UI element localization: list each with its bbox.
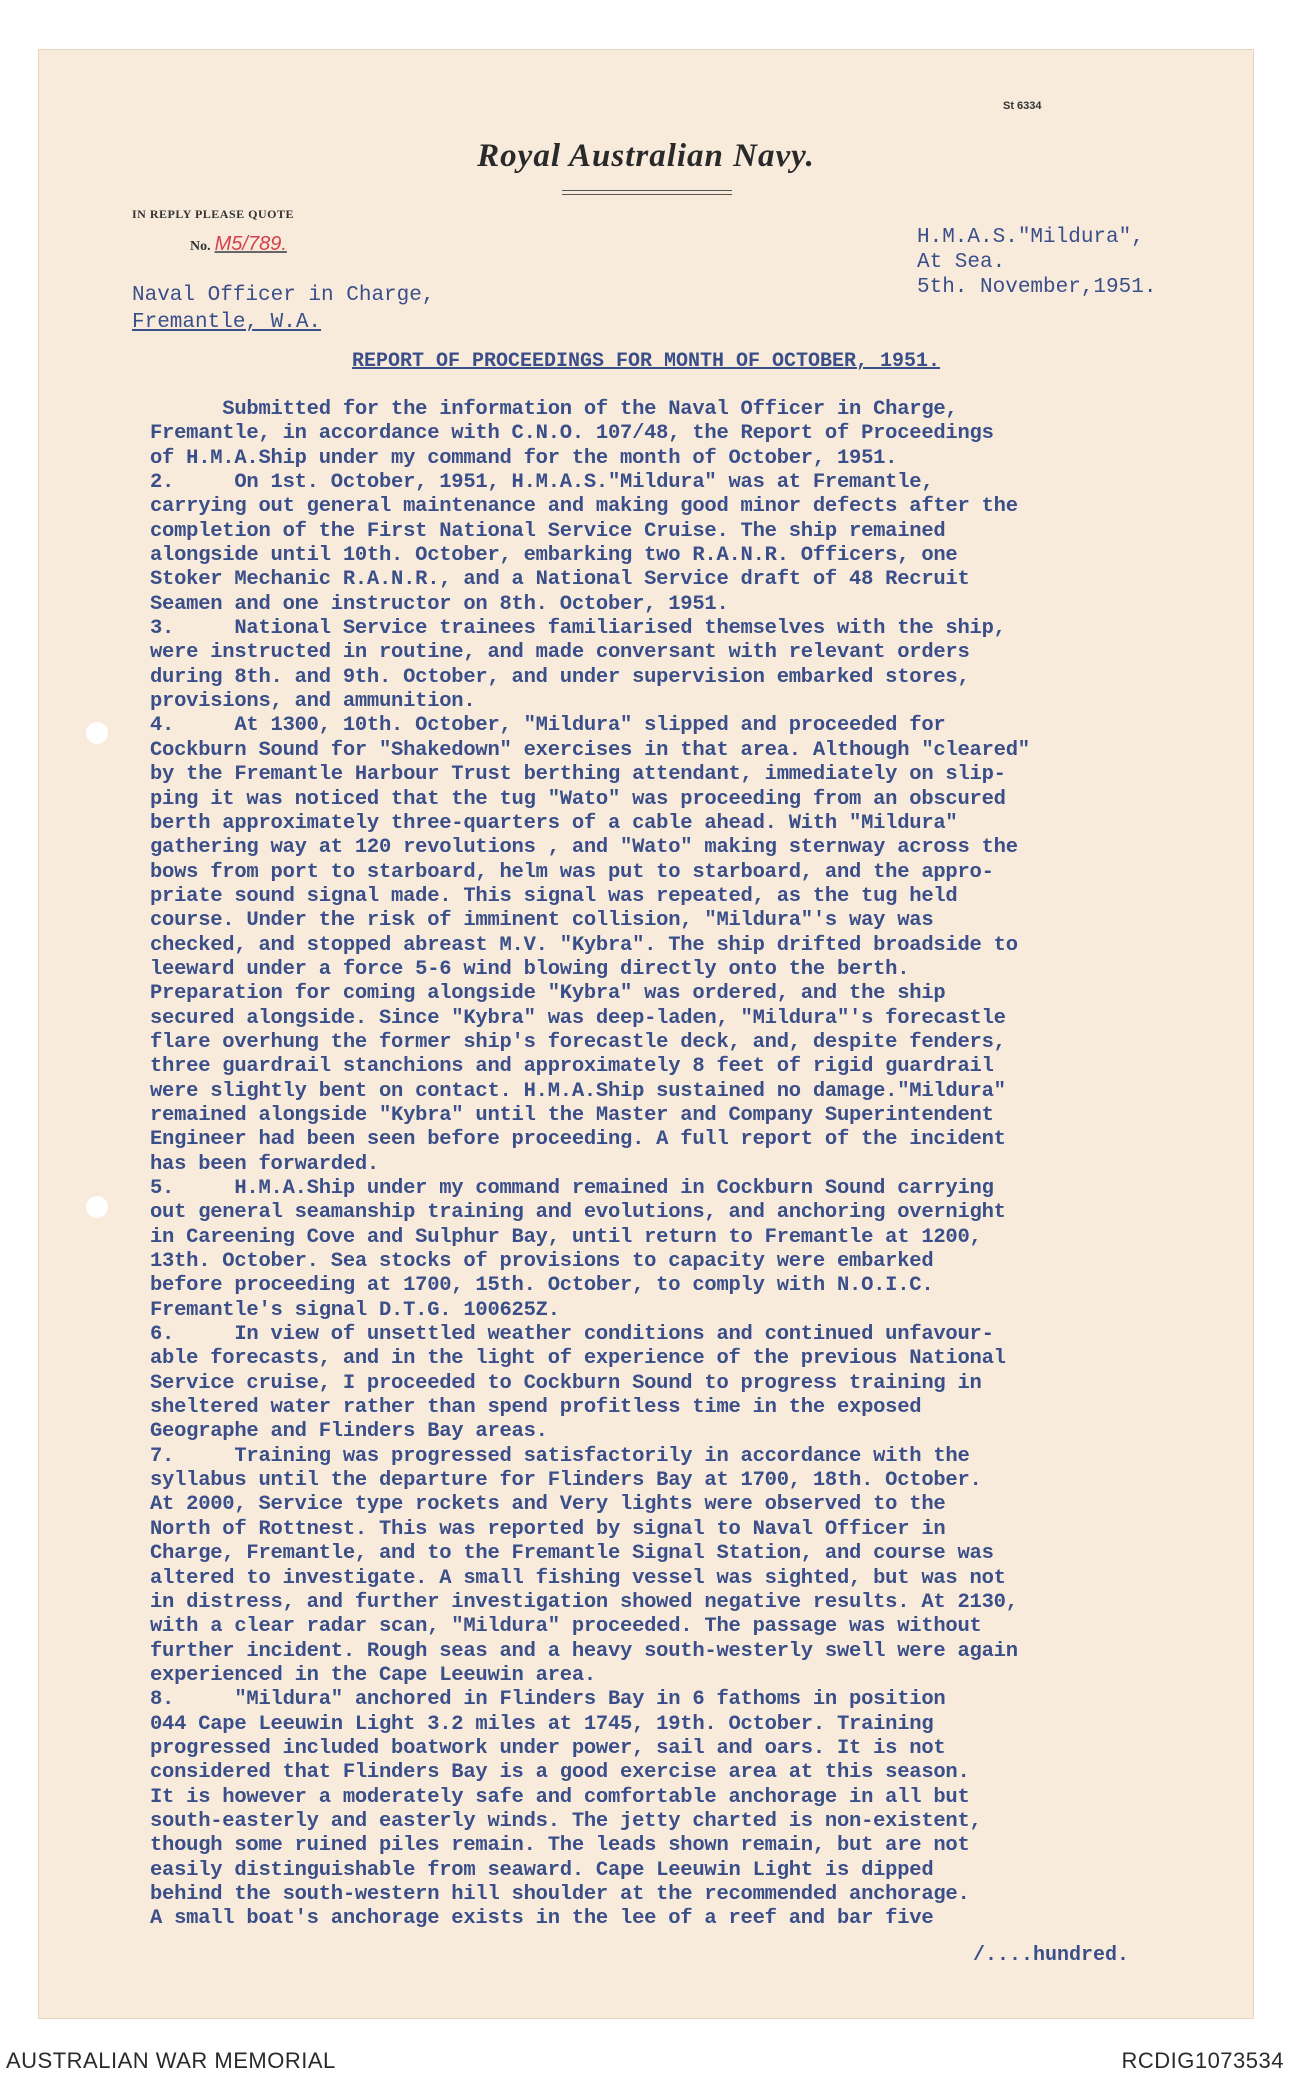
reference-number (190, 233, 287, 256)
report-body: Submitted for the information of the Naval Officer in Charge, Fremantle, in accordance with C.N.O. 107/48, the Report of Proceedings of H.M.A.Ship under my command for the month of October, 1951. 2. On 1st. October, 1951, H.M.A.S."Mildura" was at Fremantle, carrying out general maintenance and making good minor defects after the completion of the First National Service Cruise. The ship remained alongside until 10th. October, embarking two R.A.N.R. Officers, one Stoker Mechanic R.A.N.R., and a National Service draft of 48 Recruit Seamen and one instructor on 8th. October, 1951. 3. National Service trainees familiarised themselves with the ship, were instructed in routine, and made conversant with relevant orders during 8th. and 9th. October, and under supervision embarked stores, provisions, and ammunition. 4. At 1300, 10th. October, "Mildura" slipped and proceeded for Cockburn Sound for "Shakedown" exercises in that area. Although "cleared" by the Fremantle Harbour Trust berthing attendant, immediately on slip- ping it was noticed that the tug "Wato" was proceeding from an obscured berth approximately three-quarters of a cable ahead. With "Mildura" gathering way at 120 revolutions , and "Wato" making sternway across the bows from port to starboard, helm was put to starboard, and the appro- priate sound signal made. This signal was repeated, as the tug held course. Under the risk of imminent collision, "Mildura"'s way was checked, and stopped abreast M.V. "Kybra". The ship drifted broadside to leeward under a force 5-6 wind blowing directly onto the berth. Preparation for coming alongside "Kybra" was ordered, and the ship secured alongside. Since "Kybra" was deep-laden, "Mildura"'s forecastle flare overhung the former ship's forecastle deck, and, despite fenders, three guardrail stanchions and approximately 8 feet of rigid guardrail were slightly bent on contact. H.M.A.Ship sustained no damage."Mildura" remained alongside "Kybra" until the Master and Company Superintendent Engineer had been seen before proceeding. A full report of the incident has been forwarded. 5. H.M.A.Ship under my command remained in Cockburn Sound carrying out general seamanship training and evolutions, and anchoring overnight in Careening Cove and Sulphur Bay, until return to Fremantle at 1200, 13th. October. Sea stocks of provisions to capacity were embarked before proceeding at 1700, 15th. October, to comply with N.O.I.C. Fremantle's signal D.T.G. 100625Z. 6. In view of unsettled weather conditions and continued unfavour- able forecasts, and in the light of experience of the previous National Service cruise, I proceeded to Cockburn Sound to progress training in sheltered water rather than spend profitless time in the exposed Geographe and Flinders Bay areas. 7. Training was progressed satisfactorily in accordance with the syllabus until the departure for Flinders Bay at 1700, 18th. October. At 2000, Service type rockets and Very lights were observed to the North of Rottnest. This was reported by signal to Naval Officer in Charge, Fremantle, and to the Fremantle Signal Station, and course was altered to investigate. A small fishing vessel was sighted, but was not in distress, and further investigation showed negative results. At 2130, with a clear radar scan, "Mildura" proceeded. The passage was without further incident. Rough seas and a heavy south-westerly swell were again experienced in the Cape Leeuwin area. 8. "Mildura" anchored in Flinders Bay in 6 fathoms in position 044 Cape Leeuwin Light 3.2 miles at 1745, 19th. October. Training progressed included boatwork under power, sail and oars. It is not considered that Flinders Bay is a good exercise area at this season. It is however a moderately safe and comfortable anchorage in all but south-easterly and easterly winds. The jetty charted is non-existent, though some ruined piles remain. The leads shown remain, but are not easily distinguishable from seaward. Cape Leeuwin Light is dipped behind the south-western hill shoulder at the recommended anchorage. A small boat's anchorage exists in the lee of a reef and bar five (150, 398, 1030, 1931)
heading-rule (562, 194, 732, 195)
recipient-address (132, 282, 434, 336)
number-label: No. (190, 239, 211, 254)
recipient-line: Naval Officer in Charge, (132, 284, 435, 307)
continuation-marker: /....hundred. (973, 1944, 1130, 1967)
punch-hole (86, 1196, 108, 1218)
letterhead-heading: Royal Australian Navy. (477, 138, 815, 174)
reply-label: IN REPLY PLEASE QUOTE (132, 207, 294, 221)
punch-hole (86, 722, 108, 744)
report-title: REPORT OF PROCEEDINGS FOR MONTH OF OCTOBER, 1951. (351, 350, 941, 373)
footer-record-id: RCDIG1073534 (1121, 2048, 1284, 2073)
recipient-line: Fremantle, W.A. (132, 311, 322, 334)
sender-address: H.M.A.S."Mildura", At Sea. 5th. November,1951. (917, 226, 1157, 299)
footer-institution: AUSTRALIAN WAR MEMORIAL (6, 2048, 336, 2073)
number-value: M5/789. (214, 233, 287, 255)
form-code: St 6334 (1003, 100, 1042, 112)
heading-rule (562, 190, 732, 191)
